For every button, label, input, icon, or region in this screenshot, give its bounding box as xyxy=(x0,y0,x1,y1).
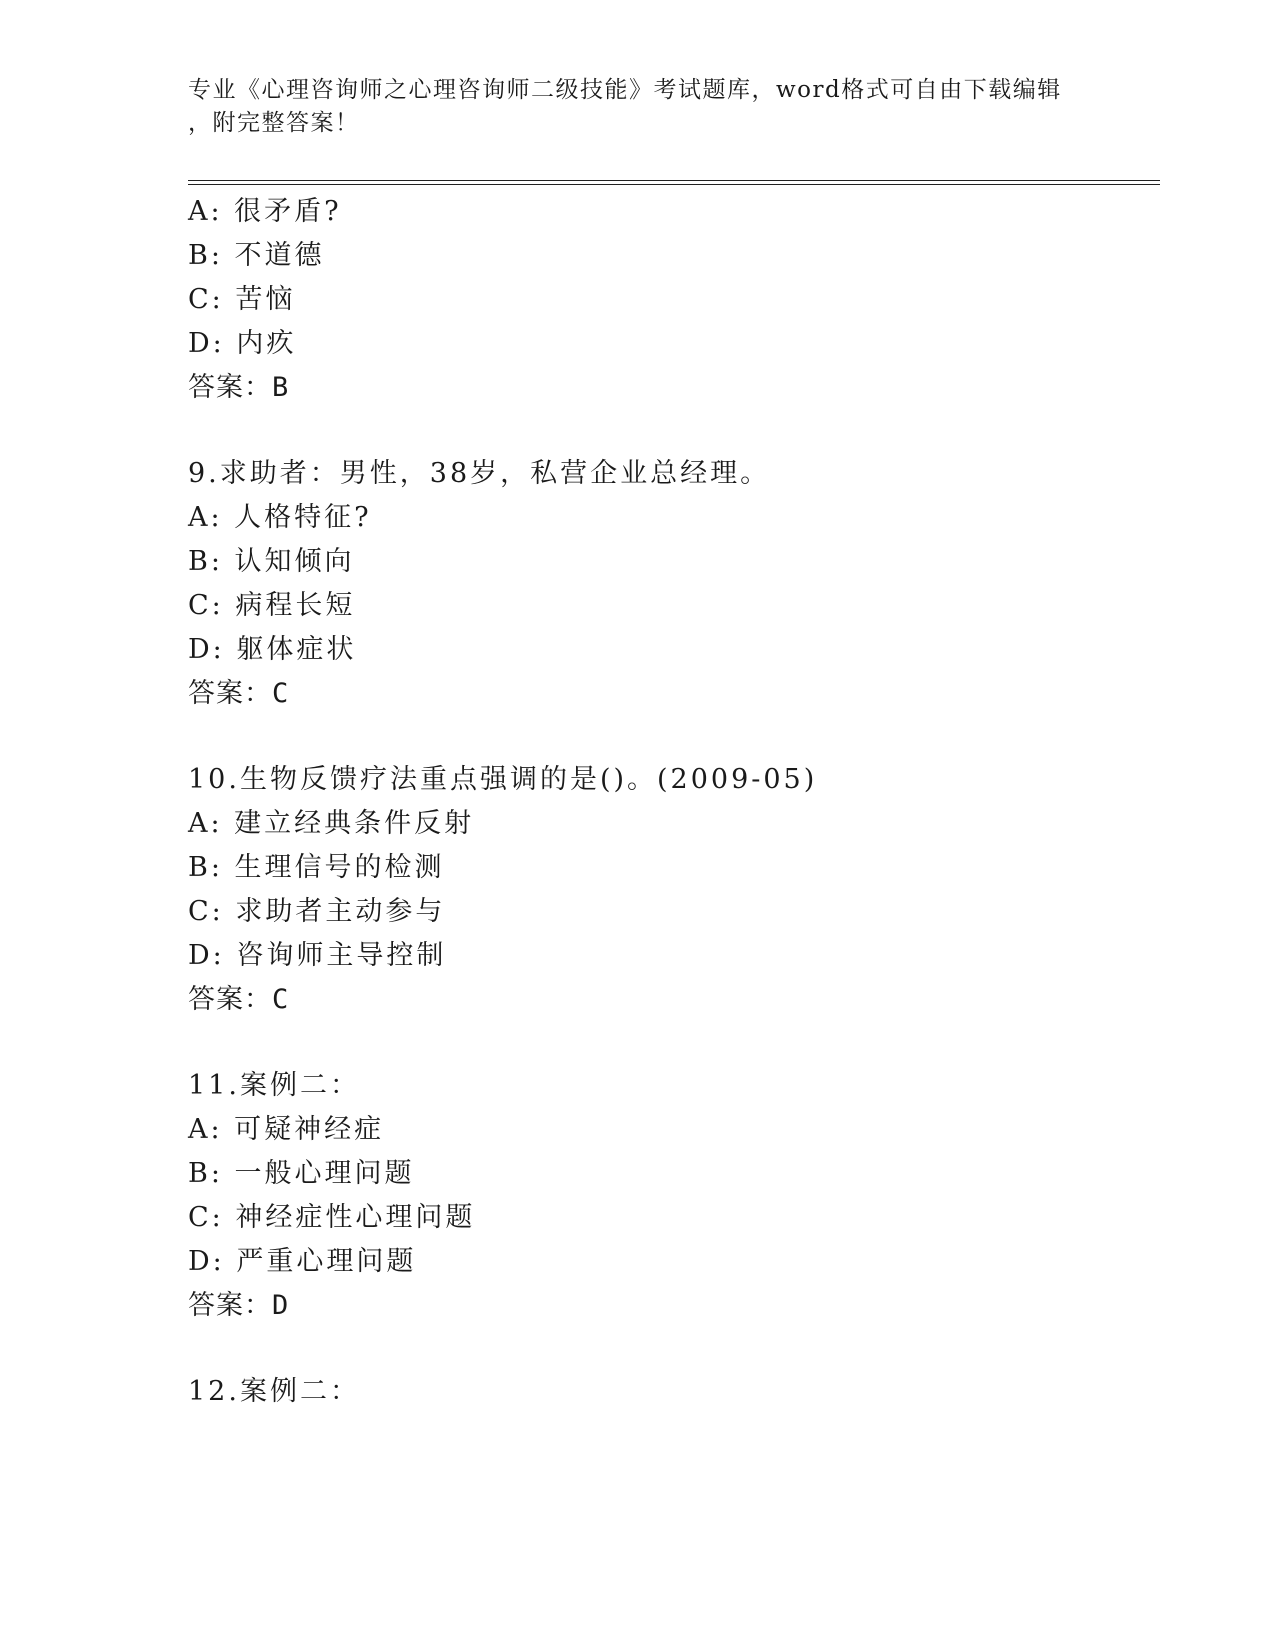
answer-value: D xyxy=(272,1290,290,1321)
q8-answer xyxy=(188,370,289,406)
q9-option-a: A: 人格特征? xyxy=(188,502,372,533)
q9-answer xyxy=(188,676,289,712)
answer-label: 答案： xyxy=(188,1290,272,1321)
q8-option-c: C: 苦恼 xyxy=(188,284,296,315)
q10-answer xyxy=(188,982,289,1018)
answer-label: 答案： xyxy=(188,984,272,1015)
q8-option-d: D: 内疚 xyxy=(188,328,297,359)
q9-stem: 9.求助者：男性，38岁，私营企业总经理。 xyxy=(188,458,771,489)
q10-option-a: A: 建立经典条件反射 xyxy=(188,808,475,839)
q9-option-c: C: 病程长短 xyxy=(188,590,356,621)
answer-label: 答案： xyxy=(188,678,272,709)
q11-option-a: A: 可疑神经症 xyxy=(188,1114,385,1145)
q10-stem: 10.生物反馈疗法重点强调的是()。(2009-05) xyxy=(188,764,818,795)
q10-option-b: B: 生理信号的检测 xyxy=(188,852,445,883)
q9-option-b: B: 认知倾向 xyxy=(188,546,355,577)
header-divider-bottom xyxy=(188,184,1160,185)
answer-label: 答案： xyxy=(188,372,272,403)
q11-option-c: C: 神经症性心理问题 xyxy=(188,1202,476,1233)
header-line-2: ，附完整答案！ xyxy=(188,110,360,136)
q11-option-b: B: 一般心理问题 xyxy=(188,1158,415,1189)
document-header xyxy=(188,74,1088,140)
q9-option-d: D: 躯体症状 xyxy=(188,634,357,665)
q11-stem: 11.案例二： xyxy=(188,1070,360,1101)
q8-option-a: A: 很矛盾? xyxy=(188,196,342,227)
answer-value: B xyxy=(272,372,290,403)
q10-option-c: C: 求助者主动参与 xyxy=(188,896,446,927)
q12-stem: 12.案例二： xyxy=(188,1376,360,1407)
q11-option-d: D: 严重心理问题 xyxy=(188,1246,417,1277)
header-line-1: 专业《心理咨询师之心理咨询师二级技能》考试题库，word格式可自由下载编辑 xyxy=(188,77,1062,103)
answer-value: C xyxy=(272,984,290,1015)
q10-option-d: D: 咨询师主导控制 xyxy=(188,940,447,971)
answer-value: C xyxy=(272,678,290,709)
header-divider-top xyxy=(188,180,1160,181)
q11-answer xyxy=(188,1288,289,1324)
q8-option-b: B: 不道德 xyxy=(188,240,325,271)
